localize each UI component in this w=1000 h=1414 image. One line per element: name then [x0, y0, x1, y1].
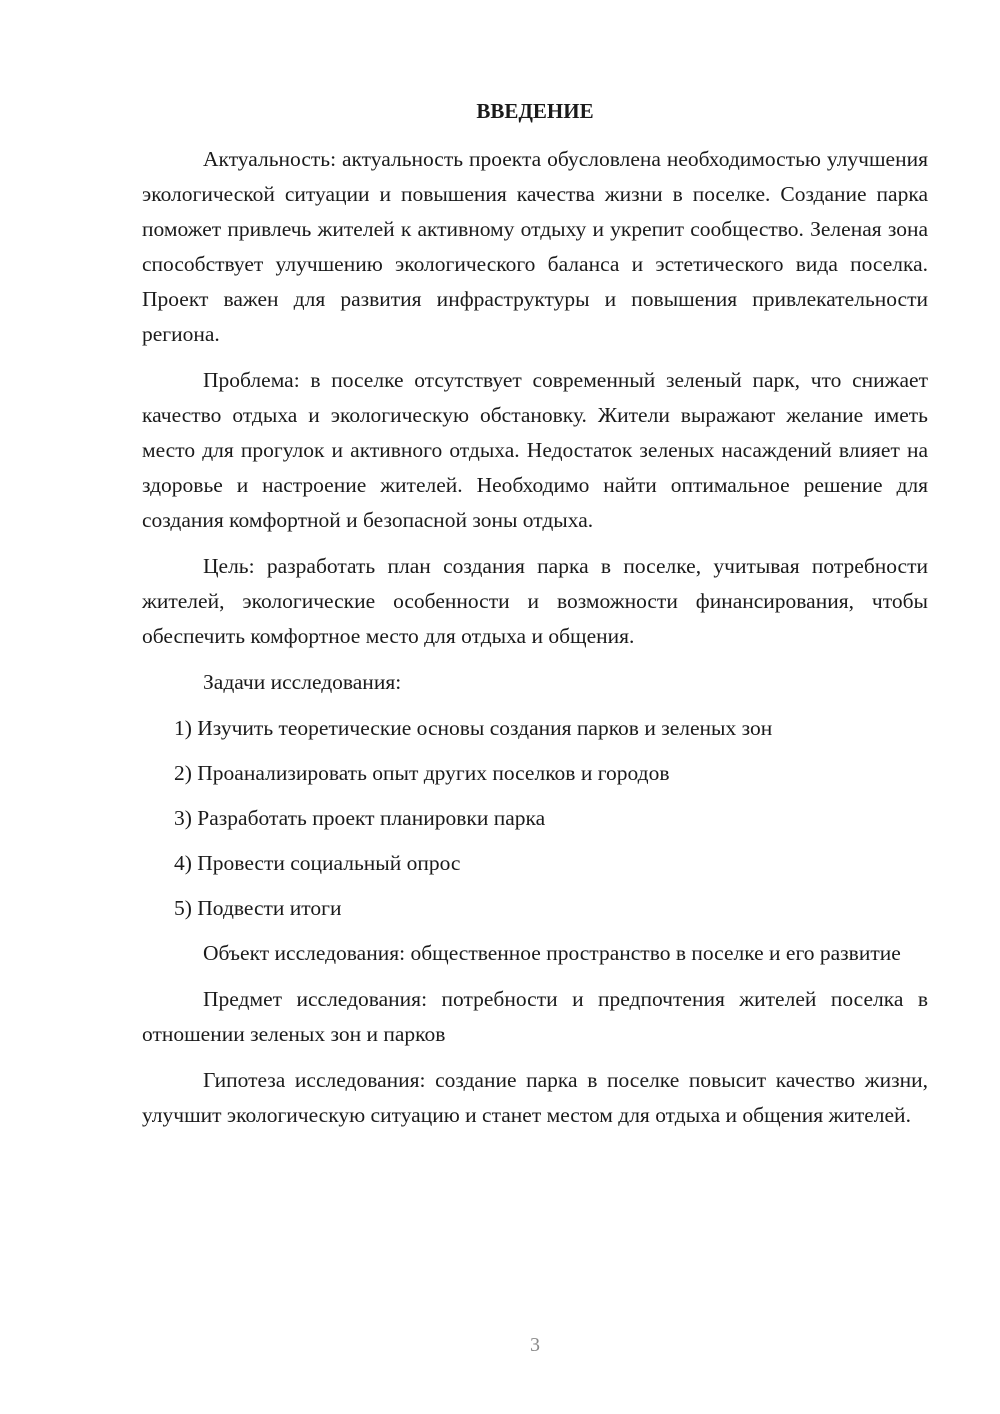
- list-item: 1) Изучить теоретические основы создания парков и зеленых зон: [174, 716, 773, 740]
- list-item: 2) Проанализировать опыт других поселков и городов: [174, 761, 670, 785]
- problem-paragraph: Проблема: в поселке отсутствует современный зеленый парк, что снижает качество отдыха и экологическую обстановку. Жители выражают желание иметь место для прогулок и активного отдыха. Недостаток зеленых насаждений влияет на здоровье и настроение жителей. Необходимо найти оптимальное решение для создания комфортной и безопасной зоны отдыха.: [142, 368, 928, 532]
- section-heading: ВВЕДЕНИЕ: [476, 99, 594, 123]
- tasks-title: Задачи исследования:: [203, 670, 402, 694]
- hypothesis-paragraph: Гипотеза исследования: создание парка в поселке повысит качество жизни, улучшит экологическую ситуацию и станет местом для отдыха и общения жителей.: [142, 1068, 928, 1127]
- object-paragraph: Объект исследования: общественное пространство в поселке и его развитие: [203, 941, 901, 965]
- list-item: 5) Подвести итоги: [174, 896, 342, 920]
- list-item: 4) Провести социальный опрос: [174, 851, 461, 875]
- list-item: 3) Разработать проект планировки парка: [174, 806, 546, 830]
- page-number: 3: [530, 1334, 540, 1356]
- goal-paragraph: Цель: разработать план создания парка в поселке, учитывая потребности жителей, экологические особенности и возможности финансирования, чтобы обеспечить комфортное место для отдыха и общения.: [142, 554, 928, 648]
- document-body: [142, 142, 928, 1144]
- relevance-paragraph: Актуальность: актуальность проекта обусловлена необходимостью улучшения экологической ситуации и повышения качества жизни в поселке. Создание парка поможет привлечь жителей к активному отдыху и укрепит сообщество. Зеленая зона способствует улучшению экологического баланса и эстетического вида поселка. Проект важен для развития инфраструктуры и повышения привлекательности региона.: [142, 147, 928, 346]
- tasks-list: [142, 711, 928, 926]
- subject-paragraph: Предмет исследования: потребности и предпочтения жителей поселка в отношении зеленых зон и парков: [142, 987, 928, 1046]
